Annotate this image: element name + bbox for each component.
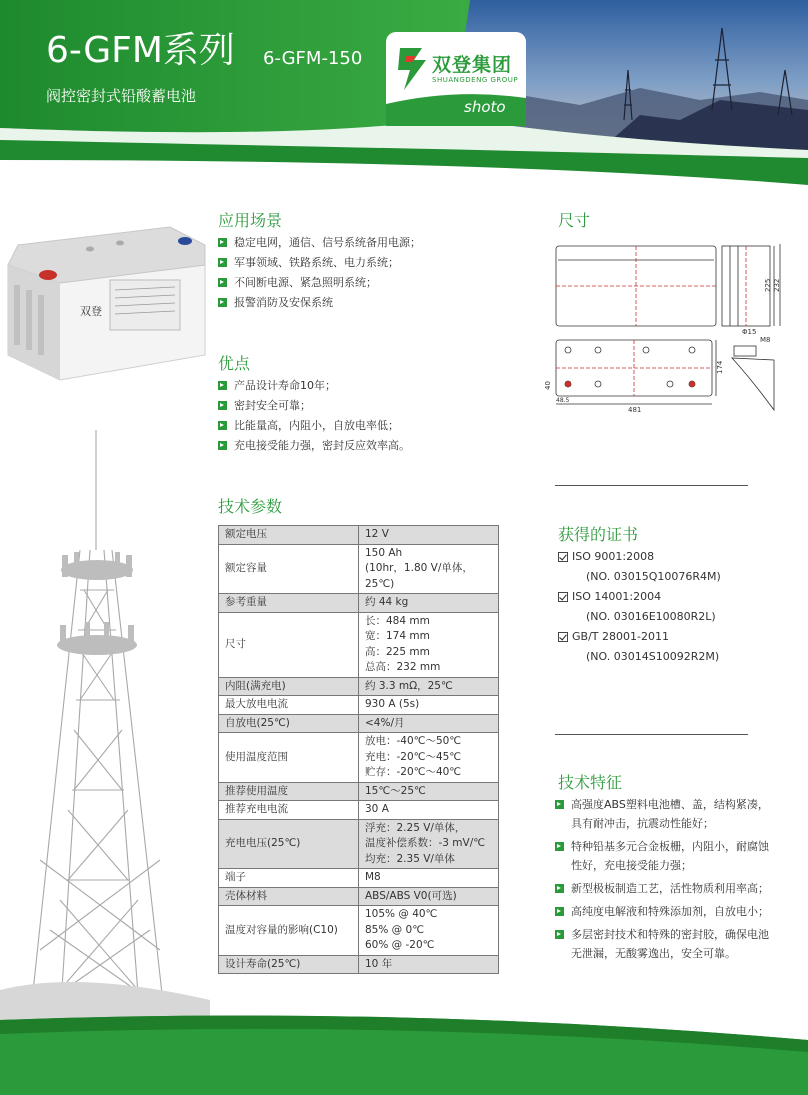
spec-value <box>359 801 499 820</box>
table-row <box>219 906 499 956</box>
dim-label-174: 174 <box>716 360 724 374</box>
list-item: ISO 9001:2008 <box>558 547 721 567</box>
shuangdeng-emblem-icon <box>392 44 432 94</box>
list-item: ISO 14001:2004 <box>558 587 721 607</box>
product-subtitle: 阀控密封式铅酸蓄电池 <box>46 87 197 105</box>
spec-key: 推荐充电电流 <box>219 801 359 820</box>
telecom-tower-image <box>0 430 210 1050</box>
bullet-arrow-icon <box>218 298 227 307</box>
spec-value <box>359 594 499 613</box>
model-name: 6-GFM-150 <box>263 48 363 69</box>
spec-value <box>359 955 499 974</box>
dim-label-225: 225 <box>764 278 772 292</box>
advantages-list <box>218 379 538 459</box>
spec-value-line: 10 年 <box>365 957 393 970</box>
spec-value-line: 85% @ 0℃ <box>365 923 424 936</box>
logo-brand-text: shoto <box>464 98 506 116</box>
bullet-arrow-icon <box>555 907 564 916</box>
spec-value <box>359 714 499 733</box>
list-item: 比能量高，内阻小，自放电率低； <box>218 419 538 433</box>
section-divider <box>555 734 748 735</box>
list-item: (NO. 03016E10080R2L) <box>586 610 716 623</box>
logo-text-en: SHUANGDENG GROUP <box>432 76 519 84</box>
spec-value-line: 宽：174 mm <box>365 630 430 642</box>
dim-label-481: 481 <box>628 406 642 414</box>
features-list <box>555 795 785 967</box>
spec-value-line: M8 <box>365 871 381 883</box>
spec-value <box>359 906 499 956</box>
spec-key: 自放电(25℃) <box>219 714 359 733</box>
spec-value-line: 长：484 mm <box>365 614 430 627</box>
spec-key: 参考重量 <box>219 594 359 613</box>
spec-key: 最大放电电流 <box>219 696 359 715</box>
spec-key: 充电电压(25℃) <box>219 819 359 869</box>
bullet-arrow-icon <box>218 421 227 430</box>
list-item: 充电接受能力强，密封反应效率高。 <box>218 439 538 453</box>
spec-value <box>359 612 499 677</box>
bullet-arrow-icon <box>218 441 227 450</box>
table-row <box>219 955 499 974</box>
spec-value <box>359 819 499 869</box>
dim-label-terminal: M8 <box>760 336 771 344</box>
spec-value <box>359 782 499 801</box>
spec-key: 端子 <box>219 869 359 888</box>
list-item: 密封安全可靠； <box>218 399 538 413</box>
spec-key: 温度对容量的影响(C10) <box>219 906 359 956</box>
dim-label-232: 232 <box>773 278 781 292</box>
dim-label-terminal-dia: Φ15 <box>742 328 757 336</box>
spec-key: 推荐使用温度 <box>219 782 359 801</box>
list-item: 不间断电源、紧急照明系统； <box>218 276 538 290</box>
section-divider <box>555 485 748 486</box>
spec-key: 设计寿命(25℃) <box>219 955 359 974</box>
list-item: 新型极板制造工艺，活性物质利用率高； <box>555 879 785 898</box>
spec-value-line: 150 Ah <box>365 546 403 559</box>
spec-value <box>359 696 499 715</box>
spec-value-line: (10hr，1.80 V/单体，25℃) <box>365 562 473 590</box>
company-logo <box>386 32 526 126</box>
spec-value-line: 约 3.3 mΩ，25℃ <box>365 679 453 692</box>
spec-key: 尺寸 <box>219 612 359 677</box>
bullet-arrow-icon <box>555 930 564 939</box>
spec-value <box>359 544 499 594</box>
certificates-title: 获得的证书 <box>558 525 639 544</box>
spec-value-line: 贮存：-20℃～40℃ <box>365 766 462 778</box>
checkbox-checked-icon <box>558 592 568 602</box>
dim-label-48-5: 48.5 <box>556 397 570 404</box>
footer-banner <box>0 1000 808 1095</box>
certificates-list <box>558 547 721 667</box>
list-item: (NO. 03015Q10076R4M) <box>586 570 721 583</box>
dim-label-40: 40 <box>544 381 552 390</box>
spec-value-line: <4%/月 <box>365 716 405 729</box>
table-row <box>219 869 499 888</box>
spec-value-line: 15℃～25℃ <box>365 784 426 797</box>
bullet-arrow-icon <box>218 258 227 267</box>
list-item: 特种铅基多元合金板栅，内阻小，耐腐蚀 性好，充电接受能力强； <box>555 837 785 875</box>
logo-text-cn: 双登集团 <box>432 54 513 76</box>
table-row <box>219 782 499 801</box>
spec-value-line: 高：225 mm <box>365 645 430 658</box>
bullet-arrow-icon <box>218 278 227 287</box>
spec-value-line: 均充：2.35 V/单体 <box>365 852 455 865</box>
bullet-arrow-icon <box>218 238 227 247</box>
spec-value-line: 温度补偿系数：-3 mV/℃ <box>365 837 486 849</box>
battery-product-image <box>0 205 205 380</box>
table-row <box>219 696 499 715</box>
table-row <box>219 714 499 733</box>
spec-value-line: 约 44 kg <box>365 596 409 608</box>
list-item: 多层密封技术和特殊的密封胶，确保电池 无泄漏，无酸雾逸出，安全可靠。 <box>555 925 785 963</box>
table-row <box>219 526 499 545</box>
list-item: 产品设计寿命10年； <box>218 379 538 393</box>
battery-brand-label: 双登 <box>80 305 102 318</box>
applications-title: 应用场景 <box>218 211 283 230</box>
spec-value-line: 浮充：2.25 V/单体， <box>365 821 466 834</box>
spec-key: 壳体材料 <box>219 887 359 906</box>
spec-key: 使用温度范围 <box>219 733 359 783</box>
spec-value <box>359 526 499 545</box>
advantages-title: 优点 <box>218 354 251 373</box>
dimension-drawing <box>544 240 782 420</box>
spec-value <box>359 869 499 888</box>
bullet-arrow-icon <box>555 884 564 893</box>
series-title: 6-GFM系列 <box>46 30 235 71</box>
checkbox-checked-icon <box>558 552 568 562</box>
spec-key: 内阻(满充电) <box>219 677 359 696</box>
specs-title: 技术参数 <box>218 497 283 516</box>
table-row <box>219 594 499 613</box>
list-item: 高强度ABS塑料电池槽、盖，结构紧凑， 具有耐冲击，抗震动性能好； <box>555 795 785 833</box>
bullet-arrow-icon <box>218 401 227 410</box>
spec-value-line: 12 V <box>365 528 389 540</box>
spec-key: 额定容量 <box>219 544 359 594</box>
spec-table <box>218 525 499 974</box>
spec-value <box>359 733 499 783</box>
list-item: (NO. 03014S10092R2M) <box>586 650 720 663</box>
spec-value-line: 总高：232 mm <box>365 661 441 673</box>
spec-value-line: 60% @ -20℃ <box>365 939 435 951</box>
bullet-arrow-icon <box>555 800 564 809</box>
table-row <box>219 733 499 783</box>
features-title: 技术特征 <box>558 773 623 792</box>
list-item: 稳定电网，通信、信号系统备用电源； <box>218 236 538 250</box>
spec-value-line: 30 A <box>365 803 389 815</box>
table-row <box>219 544 499 594</box>
bullet-arrow-icon <box>218 381 227 390</box>
table-row <box>219 819 499 869</box>
spec-value <box>359 887 499 906</box>
spec-value-line: 930 A (5s) <box>365 698 420 710</box>
table-row <box>219 612 499 677</box>
table-row <box>219 887 499 906</box>
dimensions-title: 尺寸 <box>558 211 591 230</box>
list-item: GB/T 28001-2011 <box>558 627 721 647</box>
spec-value-line: 放电：-40℃～50℃ <box>365 735 462 747</box>
spec-value-line: 105% @ 40℃ <box>365 908 438 920</box>
list-item: 军事领域、铁路系统、电力系统； <box>218 256 538 270</box>
bullet-arrow-icon <box>555 842 564 851</box>
applications-list <box>218 236 538 316</box>
table-row <box>219 801 499 820</box>
spec-value <box>359 677 499 696</box>
spec-value-line: ABS/ABS V0(可选) <box>365 889 457 902</box>
spec-value-line: 充电：-20℃～45℃ <box>365 750 462 763</box>
list-item: 报警消防及安保系统 <box>218 296 538 310</box>
table-row <box>219 677 499 696</box>
checkbox-checked-icon <box>558 632 568 642</box>
spec-key: 额定电压 <box>219 526 359 545</box>
list-item: 高纯度电解液和特殊添加剂，自放电小； <box>555 902 785 921</box>
